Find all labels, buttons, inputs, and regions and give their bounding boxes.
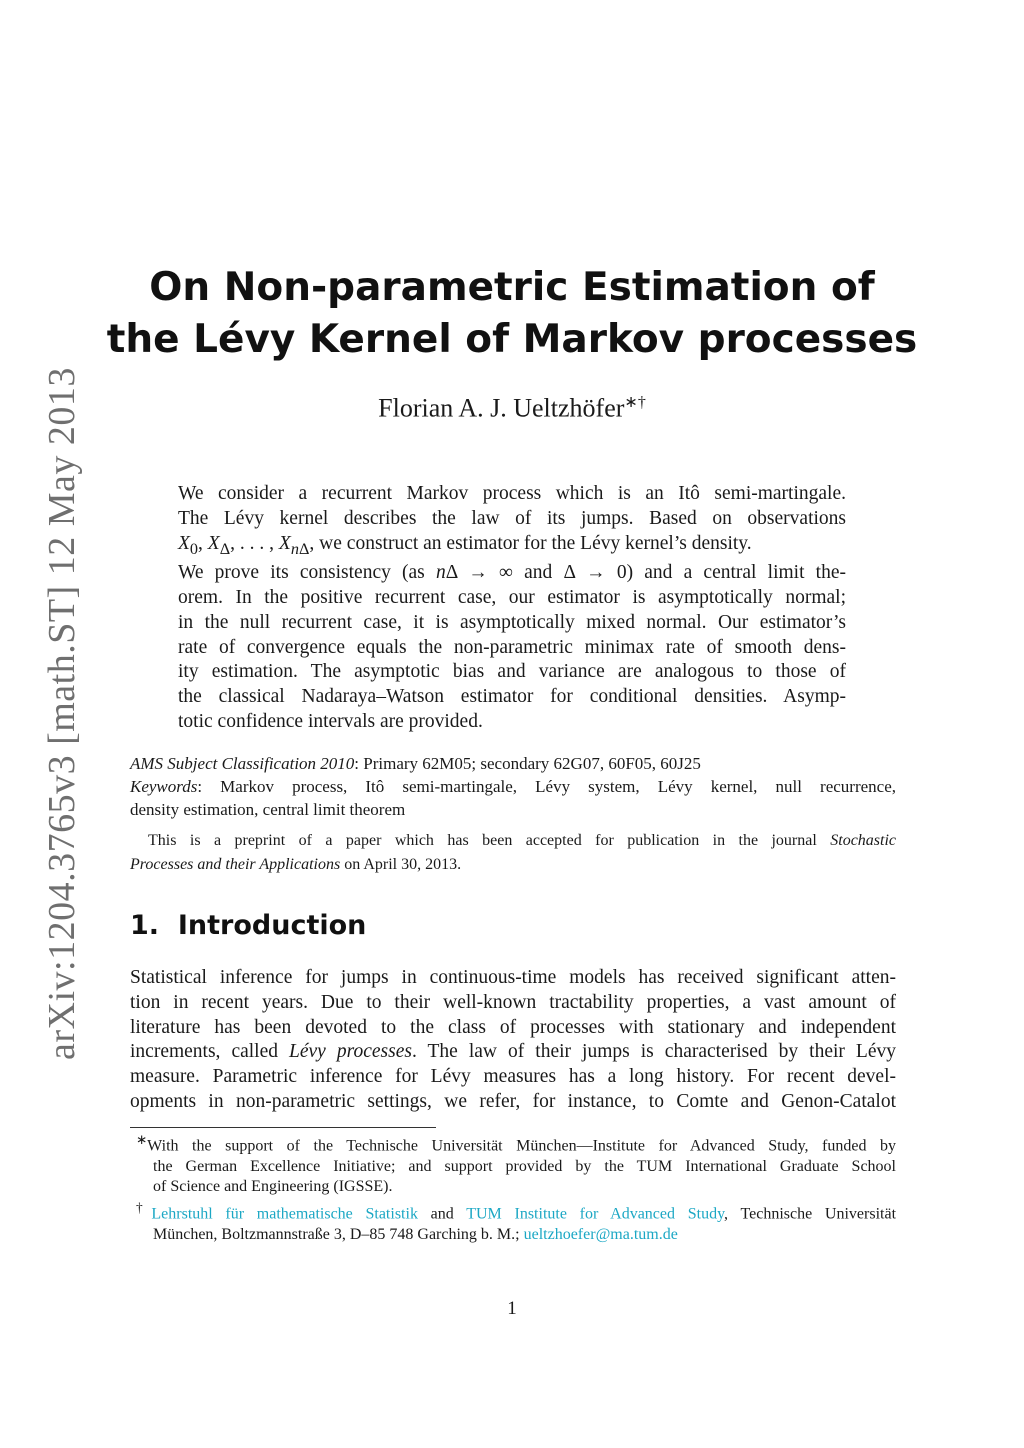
section-number: 1. [130, 910, 160, 941]
section-heading [130, 910, 366, 941]
abstract-line: The Lévy kernel describes the law of its jumps. Based on observations [178, 507, 846, 529]
preprint-notice [130, 829, 896, 877]
body-line: literature has been devoted to the class of processes with stationary and independent [130, 1016, 896, 1038]
abstract-line: totic confidence intervals are provided. [178, 711, 483, 733]
title-line-1: On Non-parametric Estimation of [149, 265, 875, 310]
preprint-line: Processes and their Applications on April 30, 2013. [130, 856, 462, 873]
footnote-separator [130, 1127, 436, 1128]
author [0, 392, 1024, 424]
body-line: Statistical inference for jumps in continuous-time models has received significant atten- [130, 967, 896, 988]
arxiv-identifier-stamp: arXiv:1204.3765v3 [math.ST] 12 May 2013 [41, 367, 83, 1060]
footnote-1-line: of Science and Engineering (IGSSE). [153, 1178, 393, 1196]
body-line: tion in recent years. Due to their well-known tractability properties, a vast amount of [130, 991, 896, 1013]
keywords: Keywords: Markov process, Itô semi-martingale, Lévy system, Lévy kernel, null recurrence, [130, 777, 896, 796]
author-name: Florian A. J. Ueltzhöfer [378, 393, 625, 423]
keywords-label: Keywords [130, 777, 198, 796]
abstract-line: We prove its consistency (as nΔ → ∞ and Δ → 0) and a central limit the- [178, 562, 846, 584]
abstract-line: $X_0$, $X_\Delta$, . . . , $X_{n\Delta}$, we construct an estimator for the Lévy kernel’s density. [178, 532, 752, 558]
footnote-2-line: München, Boltzmannstraße 3, D–85 748 Garching b. M.; ueltzhoefer@ma.tum.de [153, 1225, 678, 1243]
link-tum-ias[interactable]: TUM Institute for Advanced Study [466, 1205, 725, 1223]
footnote-1: ∗With the support of the Technische Universität München—Institute for Advanced Study, funded by [136, 1132, 896, 1155]
footnote-1-line: the German Excellence Initiative; and support provided by the TUM International Graduate School [153, 1157, 896, 1175]
preprint-line: This is a preprint of a paper which has been accepted for publication in the journal Stochastic [148, 832, 897, 849]
footnotes [130, 1130, 896, 1245]
abstract-line: rate of convergence equals the non-parametric minimax rate of smooth dens- [178, 636, 846, 658]
abstract-line: We consider a recurrent Markov process which is an Itô semi-martingale. [178, 483, 846, 504]
section-title: Introduction [177, 910, 367, 941]
paper-title [0, 262, 1024, 366]
abstract [178, 482, 846, 735]
ams-label: AMS Subject Classification 2010 [130, 754, 355, 773]
introduction-text [130, 966, 896, 1115]
body-line: opments in non-parametric settings, we refer, for instance, to Comte and Genon-Catalot [130, 1090, 896, 1112]
email-link[interactable]: ueltzhoefer@ma.tum.de [523, 1225, 678, 1243]
paper-metadata [130, 752, 896, 821]
abstract-line: the classical Nadaraya–Watson estimator for conditional densities. Asymp- [178, 686, 846, 708]
keywords-continued: density estimation, central limit theorem [130, 800, 406, 819]
title-line-2: the Lévy Kernel of Markov processes [106, 317, 918, 362]
abstract-line: ity estimation. The asymptotic bias and variance are analogous to those of [178, 661, 846, 683]
ams-classification: AMS Subject Classification 2010: Primary 62M05; secondary 62G07, 60F05, 60J25 [130, 754, 701, 773]
footnote-2: †Lehrstuhl für mathematische Statistik and TUM Institute for Advanced Study, Technische Universität [136, 1199, 897, 1223]
abstract-line: in the null recurrent case, it is asymptotically mixed normal. Our estimator’s [178, 611, 846, 633]
abstract-line: orem. In the positive recurrent case, our estimator is asymptotically normal; [178, 587, 846, 609]
body-line: increments, called Lévy processes. The law of their jumps is characterised by their Lévy [130, 1041, 897, 1063]
page-number: 1 [507, 1298, 517, 1319]
author-footnote-marks: ∗† [624, 394, 646, 411]
body-line: measure. Parametric inference for Lévy measures has a long history. For recent devel- [130, 1066, 896, 1088]
link-chair-statistics[interactable]: Lehrstuhl für mathematische Statistik [151, 1205, 418, 1223]
